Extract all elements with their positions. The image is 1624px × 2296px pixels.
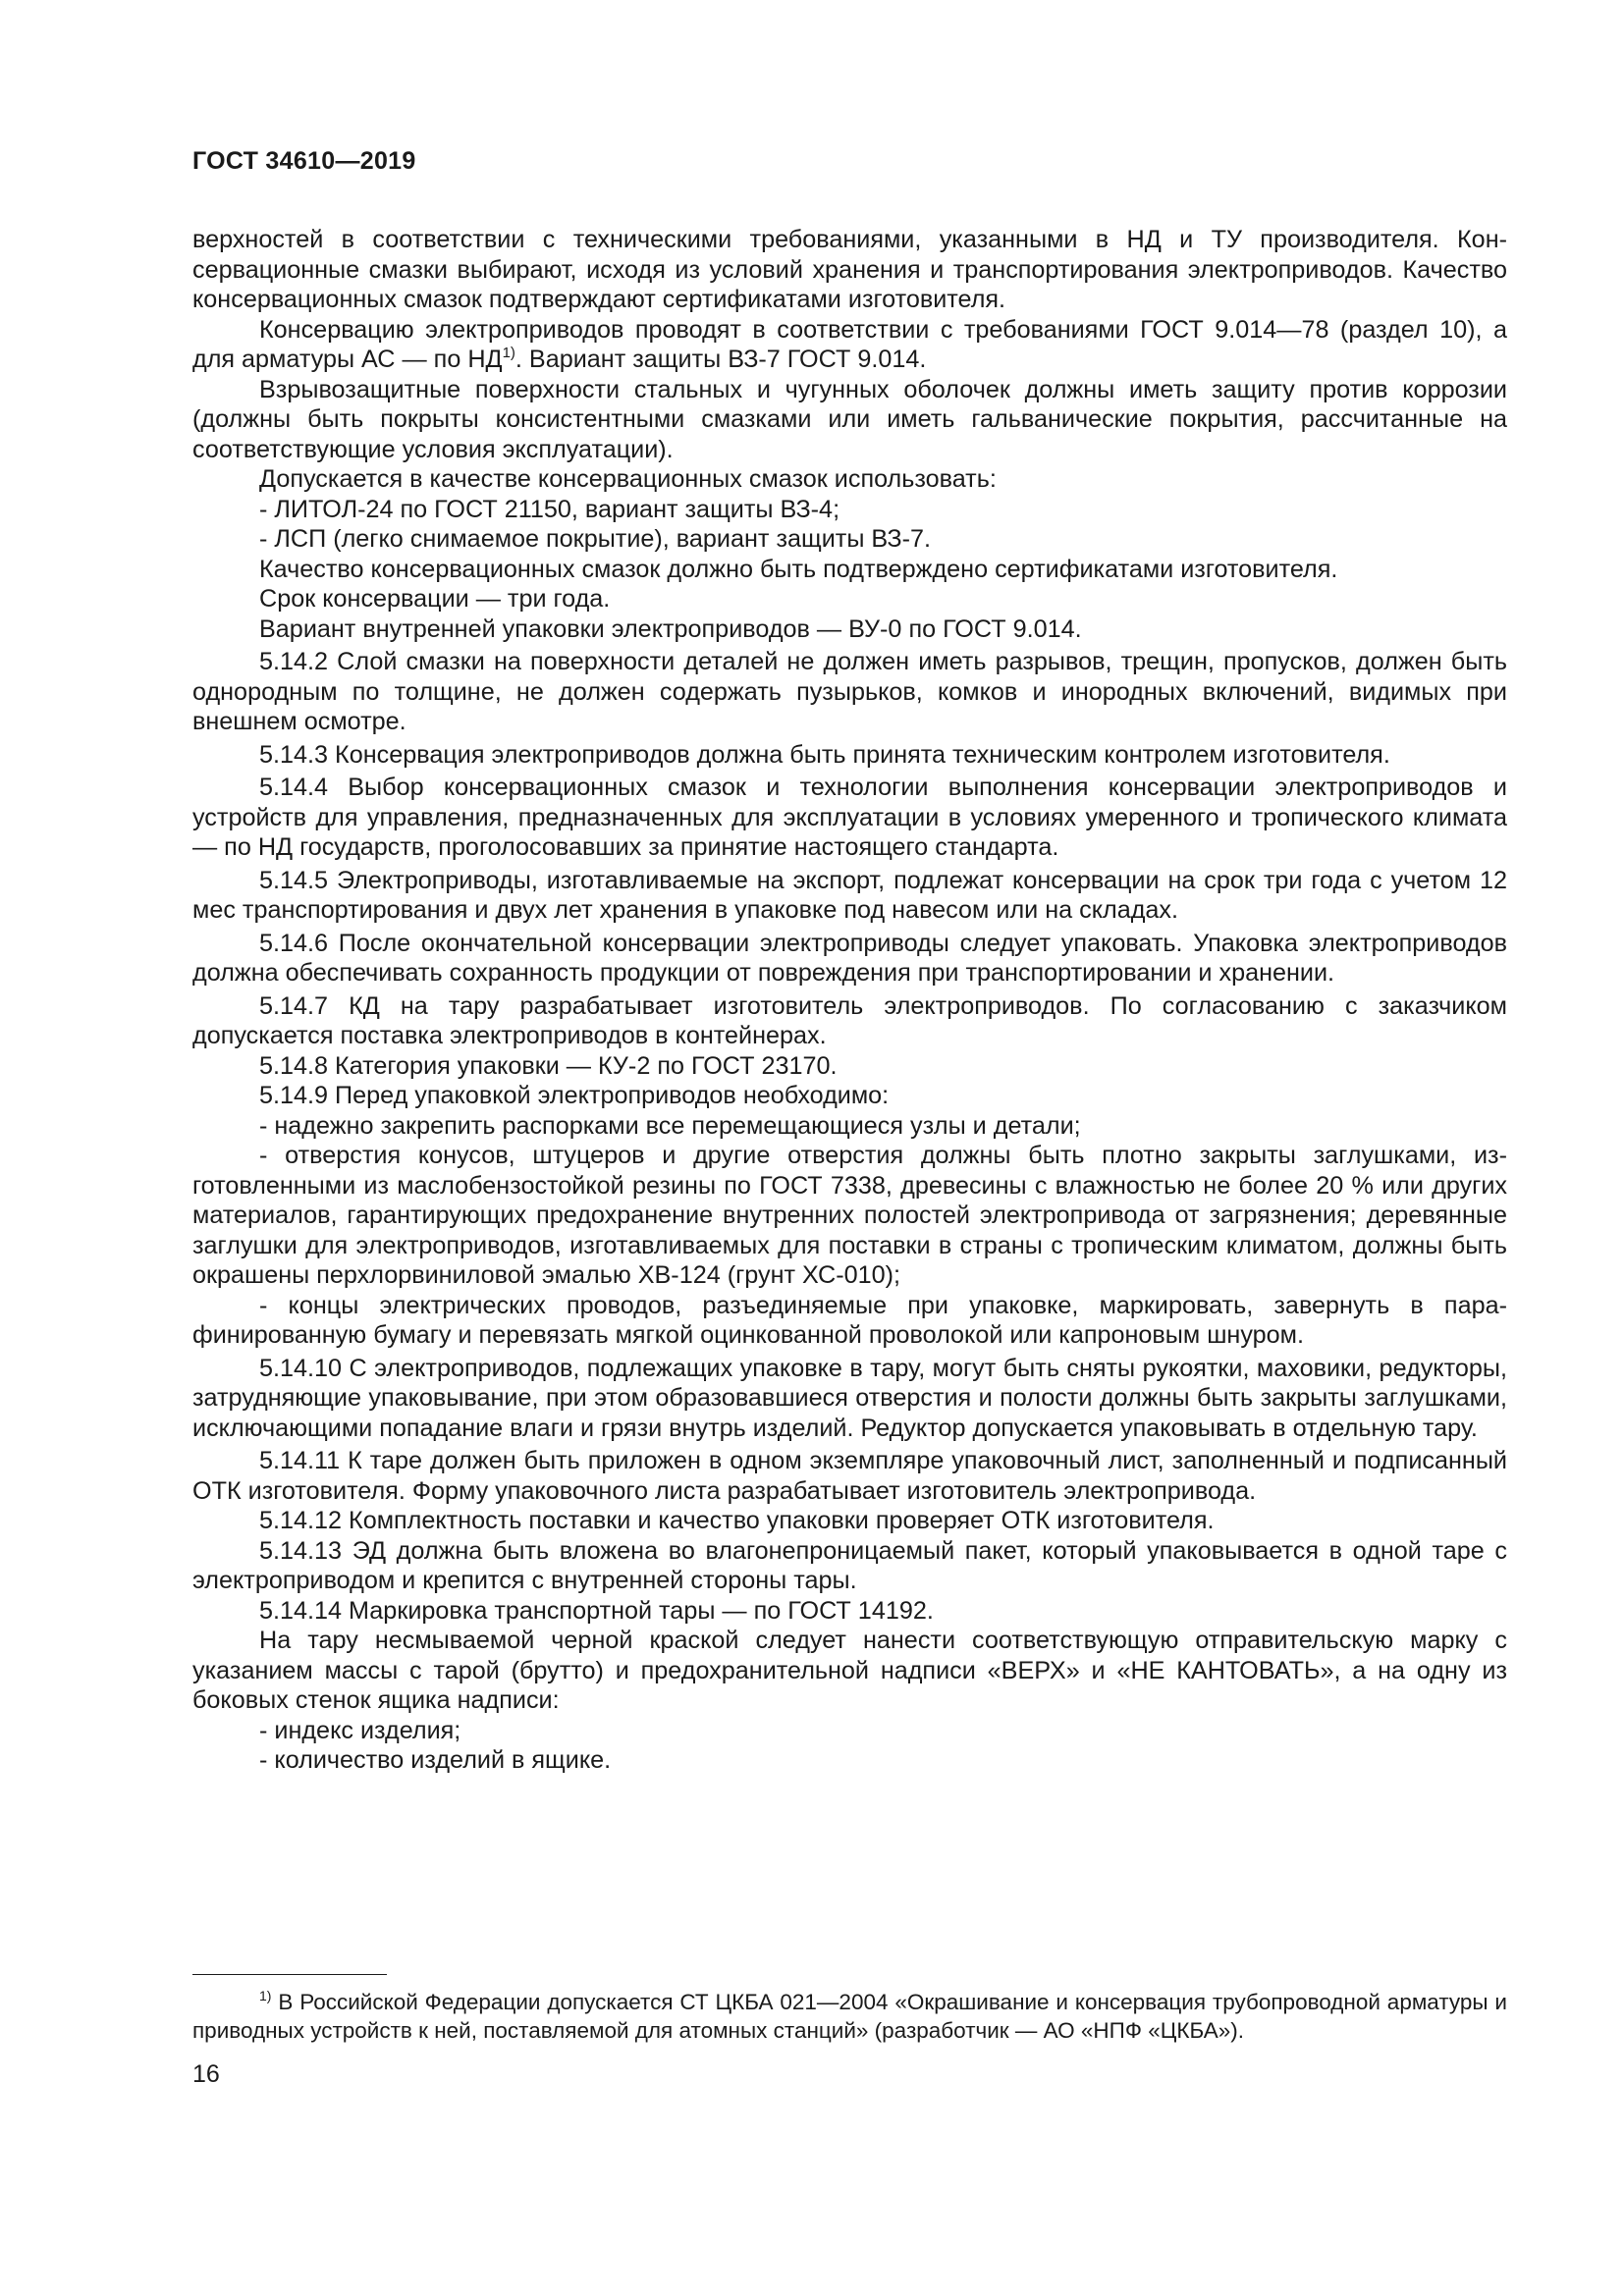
clause-5-14-13: 5.14.13 ЭД должна быть вложена во влагонепроницаемый пакет, который упаковывается в одной таре с электроприводом и крепится с внутренней стороны тары. [192,1536,1507,1594]
clause-5-14-10: 5.14.10 С электроприводов, подлежащих упаковке в тару, могут быть сняты рукоятки, маховики, редукторы, затрудняющие упаковывание, при этом образовавшиеся отверстия и полости должны быть закрыты заглушками, исключающими попадание влаги и грязи внутрь изделий. Редуктор допускается упаковывать в отдельную тару. [192,1354,1507,1442]
paragraph-text: . Вариант защиты ВЗ-7 ГОСТ 9.014. [514,346,927,373]
paragraph [192,315,1507,375]
paragraph: Допускается в качестве консервационных смазок использовать: [259,465,997,493]
clause-5-14-12: 5.14.12 Комплектность поставки и качество упаковки проверяет ОТК изготовителя. [259,1507,1215,1534]
clause-5-14-3: 5.14.3 Консервация электроприводов должна быть принята техническим контролем изготовителя. [259,740,1390,769]
footnote-text [192,1988,1507,2045]
clause-5-14-6: 5.14.6 После окончательной консервации электроприводы следует упаковать. Упаковка электроприводов должна обеспечивать сохранность продукции от повреждения при транспортировании и хранении. [192,929,1507,987]
paragraph: На тару несмываемой черной краской следует нанести соответствующую отправительскую марку с указанием массы с тарой (брутто) и предохранительной надписи «ВЕРХ» и «НЕ КАНТОВАТЬ», а на одну из боковых стенок ящика надписи: [192,1627,1507,1714]
footnote-body: В Российской Федерации допускается СТ ЦКБА 021—2004 «Окрашивание и консервация трубопроводной арматуры и приводных устройств к ней, поставляемой для атомных станций» (разработчик — АО «НПФ «ЦКБА»). [192,1990,1507,2043]
document-body [192,225,1507,1776]
list-item: - индекс изделия; [259,1716,461,1744]
list-item: - отверстия конусов, штуцеров и другие отверстия должны быть плотно закрыты заглушками, изготовленными из маслобензостойкой резины по ГОСТ 7338, древесины с влажностью не более 20 % или других материалов, гарантирующих предохранение внутренних полостей электропривода от загрязнения; деревянные заглушки для электроприводов, изготавливаемых для поставки в страны с тропическим климатом, должны быть окрашены перхлорвиниловой эмалью ХВ-124 (грунт ХС-010); [192,1142,1507,1289]
paragraph-text: Консервацию электроприводов проводят в соответствии с требованиями ГОСТ 9.014—78 (раздел 10), а для арматуры АС — по НД [192,315,1507,373]
clause-5-14-7: 5.14.7 КД на тару разрабатывает изготовитель электроприводов. По согласованию с заказчиком допускается поставка электроприводов в контейнерах. [192,991,1507,1049]
list-item: - ЛИТОЛ-24 по ГОСТ 21150, вариант защиты ВЗ-4; [259,495,840,523]
footnote-divider [192,1974,387,1975]
paragraph: верхностей в соответствии с техническими требованиями, указанными в НД и ТУ производителя. Консервационные смазки выбирают, исходя из условий хранения и транспортирования электроприводов. Качество консервационных смазок подтверждают сертификатами изготовителя. [192,226,1507,313]
page-number: 16 [192,2060,220,2088]
clause-5-14-2: 5.14.2 Слой смазки на поверхности деталей не должен иметь разрывов, трещин, пропусков, должен быть однородным по толщине, не должен содержать пузырьков, комков и инородных включений, видимых при внешнем осмотре. [192,648,1507,735]
list-item: - надежно закрепить распорками все перемещающиеся узлы и детали; [259,1111,1081,1140]
footnote [192,1988,1507,2045]
footnote-marker: 1) [259,1987,272,2003]
clause-5-14-5: 5.14.5 Электроприводы, изготавливаемые на экспорт, подлежат консервации на срок три года с учетом 12 мес транспортирования и двух лет хранения в упаковке под навесом или на складах. [192,866,1507,924]
document-header: ГОСТ 34610—2019 [192,147,416,175]
clause-5-14-8: 5.14.8 Категория упаковки — КУ-2 по ГОСТ 23170. [259,1051,838,1080]
paragraph: Срок консервации — три года. [259,585,611,613]
clause-5-14-14: 5.14.14 Маркировка транспортной тары — по ГОСТ 14192. [259,1596,934,1625]
list-item: - концы электрических проводов, разъединяемые при упаковке, маркировать, завернуть в парафинированную бумагу и перевязать мягкой оцинкованной проволокой или капроновым шнуром. [192,1291,1507,1349]
clause-5-14-11: 5.14.11 К таре должен быть приложен в одном экземпляре упаковочный лист, заполненный и подписанный ОТК изготовителя. Форму упаковочного листа разрабатывает изготовитель электропривода. [192,1447,1507,1505]
clause-5-14-9: 5.14.9 Перед упаковкой электроприводов необходимо: [259,1082,890,1109]
list-item: - количество изделий в ящике. [259,1746,612,1774]
paragraph: Взрывозащитные поверхности стальных и чугунных оболочек должны иметь защиту против коррозии (должны быть покрыты консистентными смазками или иметь гальванические покрытия, рассчитанные на соответствующие условия эксплуатации). [192,375,1507,463]
footnote-reference: 1) [502,344,515,361]
clause-5-14-4: 5.14.4 Выбор консервационных смазок и технологии выполнения консервации электроприводов и устройств для управления, предназначенных для эксплуатации в условиях умеренного и тропического климата — по НД государств, проголосовавших за принятие настоящего стандарта. [192,774,1507,861]
paragraph: Качество консервационных смазок должно быть подтверждено сертификатами изготовителя. [259,555,1338,583]
list-item: - ЛСП (легко снимаемое покрытие), вариант защиты ВЗ-7. [259,525,931,553]
paragraph: Вариант внутренней упаковки электроприводов — ВУ-0 по ГОСТ 9.014. [259,614,1082,643]
